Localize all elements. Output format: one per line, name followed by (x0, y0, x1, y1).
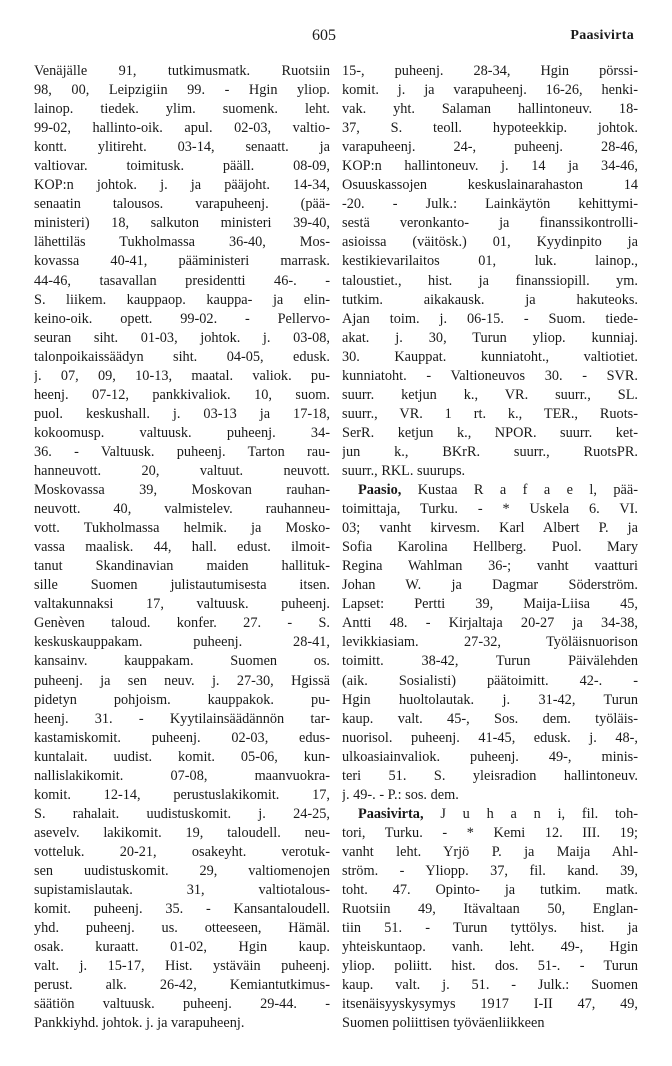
text-line: taloustiet., hist. ja finanssiopill. ym. (342, 272, 638, 289)
text-line: 98, 00, Leipzigiin 99. - Hgin yliop. (34, 82, 330, 99)
text-line: yhteiskuntaop. vanh. leht. 49-, Hgin (342, 939, 638, 956)
text-line: (aik. Sosialisti) päätoimitt. 42-. - (342, 672, 638, 689)
text-line: j. 07, 09, 10-13, maatal. valiok. pu- (34, 367, 330, 384)
text-line: S. liikem. kauppaop. kauppa- ja elin- (34, 291, 330, 308)
text-line: neuvott. 40, valmistelev. rauhanneu- (34, 501, 330, 518)
text-line: kansainv. kauppakam. Suomen os. (34, 653, 330, 670)
text-line: seuran siht. 01-03, johtok. j. 03-08, (34, 329, 330, 346)
text-line: akat. j. 30, Turun yliop. kunniaj. (342, 329, 638, 346)
text-line: S. rahalait. uudistuskomit. j. 24-25, (34, 805, 330, 822)
text-line: perust. alk. 26-42, Kemiantutkimus- (34, 977, 330, 994)
text-line: teri 51. S. yleisradion hallintoneuv. (342, 767, 638, 784)
entry-headword: Paasivirta, (358, 805, 424, 822)
text-line: itsenäisyyskysymys 1917 I-II 47, 49, (342, 996, 638, 1013)
text-line: vanht leht. Yrjö P. ja Maija Ahl- (342, 843, 638, 860)
text-line: tiin 51. - Turun tyttölys. hist. ja (342, 920, 638, 937)
text-line: Antti 48. - Kirjaltaja 20-27 ja 34-38, (342, 615, 638, 632)
text-line: valt. j. 15-17, Hist. ystäväin puheenj. (34, 958, 330, 975)
text-line: ministeri) 18, salkuton ministeri 39-40, (34, 215, 330, 232)
text-line (342, 481, 638, 500)
text-line: Ajan toim. j. 06-15. - Suom. tiede- (342, 310, 638, 327)
text-line: jun k., BKrR. suurr., RuotsPR. (342, 443, 638, 460)
text-line: kovassa 40-41, pääministeri marrask. (34, 253, 330, 270)
text-line: Sofia Karolina Hellberg. Puol. Mary (342, 539, 638, 556)
left-column (34, 62, 330, 1033)
text-line: suurr. ketjun k., VR. suurr., SL. (342, 386, 638, 403)
text-line: vassa maalisk. 44, hall. edust. ilmoit- (34, 539, 330, 556)
text-line: kestikievarilaitos 01, luk. lainop., (342, 253, 638, 270)
text-line: kuntalait. uudist. komit. 05-06, kun- (34, 748, 330, 765)
text-line: sille Suomen julistautumisesta itsen. (34, 577, 330, 594)
text-line: kaup. valt. 45-, Sos. dem. työläis- (342, 710, 638, 727)
text-line: 30. Kauppat. kunniatoht., valtiotiet. (342, 348, 638, 365)
text-line: kontt. ylitireht. 03-14, senaatt. ja (34, 139, 330, 156)
text-line: Lapset: Pertti 39, Maija-Liisa 45, (342, 596, 638, 613)
text-line: vak. yht. Salaman hallintoneuv. 18- (342, 101, 638, 118)
text-line: sen uudistuskomit. 29, valtiomenojen (34, 862, 330, 879)
text-line: 37, S. teoll. hypoteekkip. johtok. (342, 120, 638, 137)
right-column (342, 62, 638, 1033)
text-line: valtiovar. toimitusk. pääll. 08-09, (34, 158, 330, 175)
text-line: puol. keskushall. j. 03-13 ja 17-18, (34, 405, 330, 422)
text-line: KOP:n johtok. j. ja pääjoht. 14-34, (34, 177, 330, 194)
text-line: heenj. 07-12, pankkivaliok. 10, suom. (34, 386, 330, 403)
text-line: toimittaja, Turku. - * Uskela 6. VI. (342, 501, 638, 518)
text-line: asevelv. lakikomit. 19, taloudell. neu- (34, 824, 330, 841)
text-line: komit. 12-14, perustuslakikomit. 17, (34, 786, 330, 803)
text-line: kunniatoht. - Valtioneuvos 30. - SVR. (342, 367, 638, 384)
text-line: supistamislautak. 31, valtiotalous- (34, 882, 330, 899)
text-line: ström. - Yliopp. 37, fil. kand. 39, (342, 862, 638, 879)
text-line (342, 805, 638, 824)
text-line: ulkoasiainvaliok. puheenj. 49-, minis- (342, 748, 638, 765)
text-line: keino-oik. opett. 99-02. - Pellervo- (34, 310, 330, 327)
text-line: Pankkiyhd. johtok. j. ja varapuheenj. (34, 1015, 245, 1032)
text-line: suurr., RKL. suurups. (342, 462, 466, 479)
text-line: kaup. valt. j. 51. - Julk.: Suomen (342, 977, 638, 994)
text-line: toht. 47. Opinto- ja tutkim. matk. (342, 882, 638, 899)
text-line: KOP:n hallintoneuv. j. 14 ja 34-46, (342, 158, 638, 175)
entry-headword: Paasio, (358, 482, 402, 499)
text-line: Moskovassa 39, Moskovan rauhan- (34, 482, 330, 499)
text-line: nuorisol. puheenj. 41-45, edusk. j. 48-, (342, 729, 638, 746)
text-line: SerR. ketjun k., NPOR. suurr. ket- (342, 424, 638, 441)
text-line: suurr., VR. 1 rt. k., TER., Ruots- (342, 405, 638, 422)
text-line: tanut Skandinavian maiden hallituk- (34, 558, 330, 575)
page-number: 605 (312, 27, 336, 44)
entry-text: Kustaa R a f a e l, pää- (401, 482, 638, 499)
text-line: levikkiasiam. 27-32, Työläisnuorison (342, 634, 638, 651)
text-line: yliop. poliitt. hist. dos. 51-. - Turun (342, 958, 638, 975)
text-line: osak. kuraatt. 01-02, Hgin kaup. (34, 939, 330, 956)
text-line: kokoomusp. valtuusk. puheenj. 34- (34, 424, 330, 441)
text-line: 44-46, tasavallan presidentti 46-. - (34, 272, 330, 289)
text-line: 99-02, hallinto-oik. apul. 02-03, valtio- (34, 120, 330, 137)
text-line: varapuheenj. 24-, puheenj. 28-46, (342, 139, 638, 156)
text-line: lainop. tiedek. ylim. suomenk. leht. (34, 101, 330, 118)
text-line: 36. - Valtuusk. puheenj. Tarton rau- (34, 443, 330, 460)
text-line: asioissa (väitösk.) 01, Kyydinpito ja (342, 234, 638, 251)
text-line: hanneuvott. 20, valtuut. neuvott. (34, 462, 330, 479)
text-line: nallislakikomit. 07-08, maanvuokra- (34, 767, 330, 784)
text-line: tori, Turku. - * Kemi 12. III. 19; (342, 824, 638, 841)
text-line: sestä veronkanto- ja finanssikontrolli- (342, 215, 638, 232)
running-head: Paasivirta (570, 28, 634, 43)
text-line: toimitt. 38-42, Turun Päivälehden (342, 653, 638, 670)
text-line: 03; vanht kirvesm. Karl Albert P. ja (342, 520, 638, 537)
text-line: puheenj. ja sen neuv. j. 27-30, Hgissä (34, 672, 330, 689)
text-line: pidetyn pohjoism. kauppakok. pu- (34, 691, 330, 708)
text-line: yhd. puheenj. us. otteeseen, Hämäl. (34, 920, 330, 937)
page-header (0, 27, 672, 49)
text-line: vott. Tukholmassa helmik. ja Mosko- (34, 520, 330, 537)
text-line: Johan W. ja Dagmar Söderström. (342, 577, 638, 594)
text-line: j. 49-. - P.: sos. dem. (342, 786, 459, 803)
text-line: komit. puheenj. 35. - Kansantaloudell. (34, 901, 330, 918)
entry-text: J u h a n i, fil. toh- (423, 805, 638, 822)
text-line: 15-, puheenj. 28-34, Hgin pörssi- (342, 63, 638, 79)
text-line: senaatin talousos. varapuheenj. (pää- (34, 196, 330, 213)
text-line: valtakunnaksi 17, valtuusk. puheenj. (34, 596, 330, 613)
text-line: keskuskauppakam. puheenj. 28-41, (34, 634, 330, 651)
text-line: Suomen poliittisen työväenliikkeen (342, 1015, 545, 1032)
text-line: heenj. 31. - Kyytilainsäädännön tar- (34, 710, 330, 727)
text-line: tutkim. aikakausk. ja hakuteoks. (342, 291, 638, 308)
text-line: Regina Wahlman 36-; vanht vaatturi (342, 558, 638, 575)
text-line: kastamiskomit. puheenj. 02-03, edus- (34, 729, 330, 746)
text-line: Hgin huoltolautak. j. 31-42, Turun (342, 691, 638, 708)
text-line: Osuuskassojen keskuslainarahaston 14 (342, 177, 638, 194)
text-line: lähettiläs Tukholmassa 36-40, Mos- (34, 234, 330, 251)
text-line: votteluk. 20-21, osakeyht. verotuk- (34, 843, 330, 860)
text-line: säätiön valtuusk. puheenj. 29-44. - (34, 996, 330, 1013)
text-line: Genèven taloud. konfer. 27. - S. (34, 615, 330, 632)
text-line: Ruotsiin 49, Itävaltaan 50, Englan- (342, 901, 638, 918)
text-line: Venäjälle 91, tutkimusmatk. Ruotsiin (34, 63, 330, 79)
text-line: talonpoikaissäädyn siht. 04-05, edusk. (34, 348, 330, 365)
text-line: komit. j. ja varapuheenj. 16-26, henki- (342, 82, 638, 99)
text-line: -20. - Julk.: Lainkäytön kehittymi- (342, 196, 638, 213)
